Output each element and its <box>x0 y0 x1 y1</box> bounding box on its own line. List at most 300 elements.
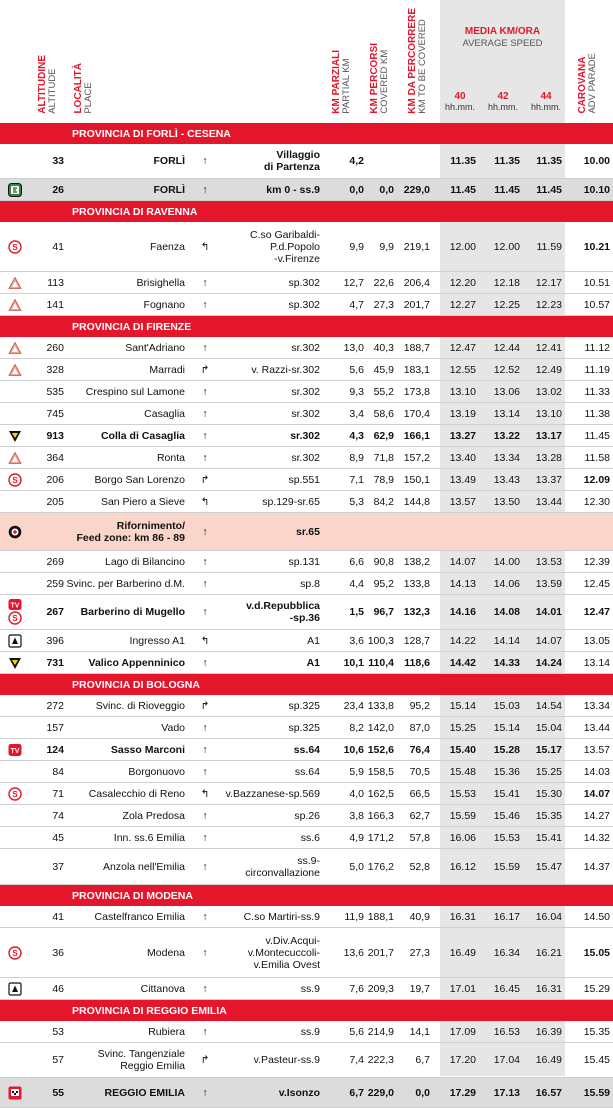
time-44-cell: 15.35 <box>535 809 562 822</box>
place-cell: San Piero a Sieve <box>100 495 185 508</box>
to-be-covered-cell: 201,7 <box>403 298 430 311</box>
place-cell: Anzola nell'Emilia <box>103 860 185 873</box>
to-be-covered-cell: 128,7 <box>403 634 430 647</box>
time-40-cell: 14.13 <box>449 577 476 590</box>
province-header <box>0 885 613 906</box>
table-row <box>0 469 613 491</box>
time-44-cell: 14.01 <box>535 606 562 618</box>
to-be-covered-cell: 14,1 <box>409 1025 430 1038</box>
place-cell: Cittanova <box>140 982 185 995</box>
altitude-cell: 84 <box>52 765 64 778</box>
covered-km-cell: 209,3 <box>367 982 394 995</box>
time-40-cell: 15.25 <box>449 721 476 734</box>
covered-km-cell: 58,6 <box>373 407 394 420</box>
altitude-cell: 259 <box>46 577 64 590</box>
svg-text:TV: TV <box>10 602 20 610</box>
covered-km-cell: 71,8 <box>373 451 394 464</box>
partial-km-cell: 3,4 <box>349 407 364 420</box>
table-row <box>0 906 613 928</box>
time-44-cell: 15.47 <box>535 860 562 873</box>
time-40-cell: 13.27 <box>449 429 476 442</box>
time-44-cell: 16.21 <box>535 946 562 959</box>
time-42-cell: 17.13 <box>493 1086 520 1099</box>
partial-km-cell: 4,7 <box>349 298 364 311</box>
table-row <box>0 294 613 316</box>
table-row <box>0 695 613 717</box>
covered-km-cell: 55,2 <box>373 385 394 398</box>
province-header <box>0 674 613 695</box>
to-be-covered-cell: 157,2 <box>403 451 430 464</box>
time-42-cell: 14.33 <box>493 656 520 669</box>
to-be-covered-cell: 144,8 <box>403 495 430 508</box>
covered-km-cell: 152,6 <box>367 743 394 756</box>
place-cell: Faenza <box>149 240 185 253</box>
adv-parade-cell: 14.03 <box>583 765 610 778</box>
to-be-covered-cell: 27,3 <box>409 946 430 959</box>
place-cell: Vado <box>161 721 185 734</box>
direction-arrow: ↑ <box>202 155 208 167</box>
direction-arrow: ↑ <box>202 577 208 590</box>
table-row <box>0 1078 613 1108</box>
place-cell: Brisighella <box>136 276 185 289</box>
direction-arrow: ↑ <box>202 765 208 778</box>
table-row <box>0 978 613 1000</box>
time-44-cell: 14.54 <box>535 699 562 712</box>
province-label: PROVINCIA DI BOLOGNA <box>72 678 200 691</box>
road-cell: sp.8 <box>300 577 320 590</box>
table-row <box>0 573 613 595</box>
direction-arrow: ↱ <box>200 473 210 486</box>
adv-parade-cell: 14.27 <box>583 809 610 822</box>
time-42-cell: 13.14 <box>493 407 520 420</box>
time-40-cell: 16.49 <box>449 946 476 959</box>
to-be-covered-cell: 229,0 <box>403 183 430 196</box>
table-row <box>0 513 613 551</box>
to-be-covered-cell: 95,2 <box>409 699 430 712</box>
time-40-cell: 16.12 <box>449 860 476 873</box>
time-42-cell: 13.06 <box>493 385 520 398</box>
altitude-cell: 124 <box>46 743 64 756</box>
time-40-cell: 17.20 <box>449 1054 476 1066</box>
time-44-cell: 16.31 <box>535 982 562 995</box>
direction-arrow: ↑ <box>202 555 208 568</box>
covered-km-cell: 110,4 <box>368 656 394 669</box>
partial-km-cell: 23,4 <box>343 699 364 712</box>
road-cell: v.Bazzanese-sp.569 <box>225 787 320 800</box>
to-be-covered-cell: 0,0 <box>415 1086 430 1099</box>
time-42-cell: 17.04 <box>493 1054 520 1066</box>
table-row <box>0 425 613 447</box>
partial-km-cell: 4,3 <box>349 429 364 442</box>
road-cell: v.Div.Acqui- v.Montecuccoli- v.Emilia Ovest <box>247 934 320 971</box>
covered-km-cell: 84,2 <box>373 495 394 508</box>
province-label: PROVINCIA DI RAVENNA <box>72 205 198 218</box>
partial-km-cell: 5,6 <box>349 363 364 376</box>
direction-arrow: ↑ <box>202 385 208 398</box>
altitude-cell: 141 <box>46 298 64 311</box>
province-header <box>0 201 613 222</box>
place-cell: Lago di Bilancino <box>105 555 185 568</box>
province-label: PROVINCIA DI FIRENZE <box>72 320 192 333</box>
time-42-cell: 13.43 <box>493 473 520 486</box>
partial-km-cell: 3,8 <box>349 809 364 822</box>
covered-km-cell: 158,5 <box>367 765 394 778</box>
time-42-cell: 15.36 <box>493 765 520 778</box>
time-42-cell: 13.22 <box>493 429 520 442</box>
table-row <box>0 761 613 783</box>
adv-parade-cell: 13.57 <box>583 743 610 756</box>
time-44-cell: 15.41 <box>535 831 562 844</box>
partial-km-cell: 7,4 <box>349 1054 364 1066</box>
time-42-cell: 12.25 <box>493 298 520 311</box>
direction-arrow: ↑ <box>202 721 208 734</box>
time-42-cell: 15.03 <box>493 699 520 712</box>
direction-arrow: ↱ <box>200 699 210 712</box>
place-cell: Rubiera <box>148 1025 185 1038</box>
time-42-cell: 12.44 <box>493 341 520 354</box>
time-40-cell: 13.19 <box>449 407 476 420</box>
direction-arrow: ↑ <box>202 525 208 538</box>
to-be-covered-cell: 188,7 <box>403 341 430 354</box>
time-44-cell: 12.49 <box>535 363 562 376</box>
altitude-cell: 396 <box>46 634 64 647</box>
covered-km-header: KM PERCORSI COVERED KM <box>369 43 390 114</box>
place-cell: Casalecchio di Reno <box>88 787 185 800</box>
adv-parade-cell: 12.09 <box>583 473 610 486</box>
svg-text:S: S <box>12 789 18 799</box>
place-cell: Inn. ss.6 Emilia <box>113 831 185 844</box>
altitude-cell: 364 <box>46 451 64 464</box>
covered-km-cell: 162,5 <box>367 787 394 800</box>
to-be-covered-header: KM DA PERCORRERE KM TO BE COVERED <box>407 8 428 114</box>
road-cell: sp.325 <box>288 721 320 734</box>
covered-km-cell: 188,1 <box>367 910 394 923</box>
time-40-cell: 14.22 <box>449 634 476 647</box>
table-row <box>0 337 613 359</box>
to-be-covered-cell: 66,5 <box>409 787 430 800</box>
time-40-cell: 11.45 <box>450 183 476 196</box>
adv-parade-cell: 10.00 <box>583 155 610 167</box>
time-40-cell: 11.35 <box>450 155 476 167</box>
speed-44-header: 44 hh.mm. <box>530 91 561 112</box>
tv-sprint-icon <box>8 599 22 625</box>
partial-km-cell: 12,7 <box>343 276 364 289</box>
time-40-cell: 16.31 <box>449 910 476 923</box>
covered-km-cell: 222,3 <box>367 1054 394 1066</box>
adv-parade-cell: 15.05 <box>583 946 610 959</box>
adv-parade-cell: 14.07 <box>583 787 610 800</box>
covered-km-cell: 201,7 <box>367 946 394 959</box>
to-be-covered-cell: 118,6 <box>404 656 430 669</box>
direction-arrow: ↑ <box>202 860 208 873</box>
road-cell: sp.551 <box>288 473 320 486</box>
covered-km-cell: 22,6 <box>373 276 394 289</box>
svg-text:S: S <box>12 614 18 623</box>
road-cell: Villaggio di Partenza <box>263 148 320 173</box>
time-44-cell: 15.17 <box>535 743 562 756</box>
partial-km-cell: 5,3 <box>349 495 364 508</box>
table-row <box>0 403 613 425</box>
adv-parade-cell: 10.51 <box>583 276 610 289</box>
adv-parade-cell: 14.50 <box>583 910 610 923</box>
table-row <box>0 827 613 849</box>
time-42-cell: 12.00 <box>493 240 520 253</box>
place-cell: Svinc. per Barberino d.M. <box>66 577 185 590</box>
sprint-icon <box>8 473 22 487</box>
altitude-cell: 41 <box>52 910 64 923</box>
direction-arrow: ↑ <box>202 276 208 289</box>
covered-km-cell: 214,9 <box>367 1025 394 1038</box>
time-44-cell: 13.28 <box>535 451 562 464</box>
table-row <box>0 222 613 272</box>
covered-km-cell: 171,2 <box>367 831 394 844</box>
time-40-cell: 15.40 <box>449 743 476 756</box>
to-be-covered-cell: 132,3 <box>403 606 430 618</box>
altitude-cell: 260 <box>46 341 64 354</box>
partial-km-cell: 1,5 <box>349 606 364 618</box>
place-cell: FORLÌ <box>153 183 185 196</box>
time-42-cell: 11.35 <box>494 155 520 167</box>
table-row <box>0 1043 613 1078</box>
time-40-cell: 15.59 <box>449 809 476 822</box>
covered-km-cell: 0,0 <box>379 183 394 196</box>
direction-arrow: ↱ <box>200 363 210 376</box>
motorway-icon <box>8 982 22 996</box>
road-cell: ss.6 <box>300 831 320 844</box>
altitude-cell: 535 <box>46 385 64 398</box>
direction-arrow: ↑ <box>202 946 208 959</box>
place-cell: Casaglia <box>144 407 185 420</box>
svg-text:S: S <box>12 475 18 485</box>
climb-icon <box>8 341 22 355</box>
time-40-cell: 17.29 <box>449 1086 476 1099</box>
time-40-cell: 15.14 <box>449 699 476 712</box>
time-40-cell: 12.00 <box>449 240 476 253</box>
altitude-cell: 113 <box>47 276 64 289</box>
adv-parade-cell: 11.12 <box>584 341 610 354</box>
place-cell: Borgo San Lorenzo <box>94 473 185 486</box>
adv-parade-cell: 15.35 <box>583 1025 610 1038</box>
direction-arrow: ↑ <box>202 298 208 311</box>
direction-arrow: ↑ <box>202 407 208 420</box>
climb-icon <box>8 298 22 312</box>
altitude-cell: 206 <box>46 473 64 486</box>
place-cell: Modena <box>147 946 185 959</box>
time-44-cell: 11.35 <box>536 155 562 167</box>
road-cell: A1 <box>307 634 320 647</box>
covered-km-cell: 100,3 <box>367 634 394 647</box>
sprint-icon <box>8 240 22 254</box>
place-cell: Zola Predosa <box>122 809 185 822</box>
covered-km-cell: 27,3 <box>373 298 394 311</box>
table-body <box>0 123 613 1108</box>
adv-parade-cell: 12.30 <box>583 495 610 508</box>
altitude-cell: 53 <box>52 1025 64 1038</box>
table-row <box>0 739 613 761</box>
place-cell: Marradi <box>149 363 185 376</box>
to-be-covered-cell: 150,1 <box>403 473 430 486</box>
time-40-cell: 12.27 <box>449 298 476 311</box>
direction-arrow: ↰ <box>200 634 210 647</box>
adv-parade-cell: 14.32 <box>583 831 610 844</box>
place-cell: Valico Appenninico <box>88 656 185 669</box>
time-42-cell: 15.53 <box>493 831 520 844</box>
partial-km-cell: 6,7 <box>349 1086 364 1099</box>
speed-42-header: 42 hh.mm. <box>487 91 518 112</box>
road-cell: sr.302 <box>291 451 320 464</box>
svg-text:TV: TV <box>10 747 20 755</box>
place-cell: Sasso Marconi <box>110 743 185 756</box>
time-40-cell: 12.55 <box>449 363 476 376</box>
table-row <box>0 551 613 573</box>
covered-km-cell: 9,9 <box>379 240 394 253</box>
time-44-cell: 13.37 <box>535 473 562 486</box>
time-40-cell: 17.01 <box>449 982 476 995</box>
covered-km-cell: 90,8 <box>373 555 394 568</box>
adv-parade-cell: 15.45 <box>583 1054 610 1066</box>
partial-km-cell: 9,9 <box>349 240 364 253</box>
partial-km-cell: 11,9 <box>344 910 364 923</box>
place-cell: Borgonuovo <box>128 765 185 778</box>
time-44-cell: 14.07 <box>535 634 562 647</box>
road-cell: v.Pasteur-ss.9 <box>253 1053 320 1066</box>
adv-parade-cell: 11.38 <box>584 407 610 420</box>
direction-arrow: ↑ <box>202 910 208 923</box>
road-cell: ss.9 <box>300 1025 320 1038</box>
time-42-cell: 16.53 <box>493 1025 520 1038</box>
to-be-covered-cell: 183,1 <box>403 363 430 376</box>
direction-arrow: ↑ <box>202 831 208 844</box>
altitude-cell: 46 <box>52 982 64 995</box>
road-cell: sr.302 <box>291 385 320 398</box>
adv-parade-cell: 13.44 <box>583 721 610 734</box>
gpm-icon <box>8 656 22 670</box>
road-cell: A1 <box>306 656 320 669</box>
road-cell: sp.302 <box>288 276 320 289</box>
partial-km-cell: 10,1 <box>343 656 364 669</box>
time-44-cell: 13.44 <box>535 495 562 508</box>
time-44-cell: 15.25 <box>535 765 562 778</box>
time-42-cell: 16.45 <box>493 982 520 995</box>
altitude-cell: 26 <box>52 183 64 196</box>
time-40-cell: 13.10 <box>449 385 476 398</box>
altitude-cell: 269 <box>46 555 64 568</box>
altitude-cell: 328 <box>46 363 64 376</box>
time-40-cell: 14.16 <box>449 606 476 618</box>
direction-arrow: ↑ <box>202 451 208 464</box>
covered-km-cell: 229,0 <box>367 1086 394 1099</box>
partial-km-header: KM PARZIALI PARTIAL KM <box>331 50 352 114</box>
adv-parade-header: CAROVANA ADV PARADE <box>577 53 598 114</box>
altitude-cell: 45 <box>52 831 64 844</box>
partial-km-cell: 6,6 <box>349 555 364 568</box>
to-be-covered-cell: 206,4 <box>403 276 430 289</box>
time-42-cell: 14.14 <box>493 634 520 647</box>
partial-km-cell: 10,6 <box>343 743 364 756</box>
direction-arrow: ↑ <box>202 982 208 995</box>
adv-parade-cell: 11.33 <box>584 385 610 398</box>
table-row <box>0 805 613 827</box>
road-cell: ss.9- circonvallazione <box>245 854 320 879</box>
time-44-cell: 13.53 <box>535 555 562 568</box>
time-40-cell: 13.49 <box>449 473 476 486</box>
direction-arrow: ↑ <box>202 341 208 354</box>
feed-icon <box>8 525 22 539</box>
time-42-cell: 15.28 <box>493 743 520 756</box>
road-cell: sp.302 <box>288 298 320 311</box>
altitude-cell: 272 <box>46 699 64 712</box>
to-be-covered-cell: 6,7 <box>415 1054 430 1066</box>
time-40-cell: 13.57 <box>449 495 476 508</box>
partial-km-cell: 8,2 <box>349 721 364 734</box>
province-header <box>0 1000 613 1021</box>
altitude-cell: 57 <box>52 1054 64 1066</box>
covered-km-cell: 40,3 <box>373 341 394 354</box>
partial-km-cell: 13,0 <box>343 341 364 354</box>
covered-km-cell: 78,9 <box>373 473 394 486</box>
time-40-cell: 15.48 <box>449 765 476 778</box>
place-cell: Colla di Casaglia <box>100 429 185 442</box>
partial-km-cell: 7,6 <box>349 982 364 995</box>
tv-icon <box>8 743 22 757</box>
table-row <box>0 928 613 978</box>
table-row <box>0 447 613 469</box>
altitude-cell: 55 <box>52 1086 64 1099</box>
direction-arrow: ↑ <box>202 1086 208 1099</box>
adv-parade-cell: 13.05 <box>583 634 610 647</box>
partial-km-cell: 4,4 <box>349 577 364 590</box>
climb-icon <box>8 363 22 377</box>
time-40-cell: 12.47 <box>449 341 476 354</box>
province-header <box>0 316 613 337</box>
time-40-cell: 14.42 <box>449 656 476 669</box>
table-row <box>0 381 613 403</box>
road-cell: sr.302 <box>290 429 320 442</box>
direction-arrow: ↑ <box>202 656 208 669</box>
direction-arrow: ↰ <box>200 495 210 508</box>
time-44-cell: 15.30 <box>535 787 562 800</box>
time-44-cell: 11.45 <box>536 183 562 196</box>
partial-km-cell: 7,1 <box>349 473 364 486</box>
road-cell: ss.64 <box>294 765 320 778</box>
place-cell: Castelfranco Emilia <box>94 910 185 923</box>
road-cell: ss.9 <box>300 982 320 995</box>
covered-km-cell: 142,0 <box>367 721 394 734</box>
time-42-cell: 13.34 <box>493 451 520 464</box>
place-cell: Fognano <box>143 298 185 311</box>
adv-parade-cell: 14.37 <box>583 860 610 873</box>
partial-km-cell: 3,6 <box>349 634 364 647</box>
altitude-cell: 157 <box>46 721 64 734</box>
covered-km-cell: 96,7 <box>373 606 394 618</box>
to-be-covered-cell: 133,8 <box>403 577 430 590</box>
covered-km-cell: 62,9 <box>373 429 394 442</box>
time-44-cell: 16.04 <box>535 910 562 923</box>
to-be-covered-cell: 70,5 <box>409 765 430 778</box>
table-row <box>0 849 613 885</box>
place-cell: Sant'Adriano <box>125 341 185 354</box>
road-cell: v.d.Repubblica -sp.36 <box>246 599 320 624</box>
table-row <box>0 1021 613 1043</box>
adv-parade-cell: 13.34 <box>583 699 610 712</box>
road-cell: v. Razzi-sr.302 <box>251 363 320 376</box>
altitude-header: ALTITUDINE ALTITUDE <box>37 55 58 114</box>
time-44-cell: 12.23 <box>535 298 562 311</box>
to-be-covered-cell: 62,7 <box>409 809 430 822</box>
place-cell: FORLÌ <box>153 154 185 167</box>
altitude-cell: 913 <box>46 429 64 442</box>
time-44-cell: 13.10 <box>535 407 562 420</box>
